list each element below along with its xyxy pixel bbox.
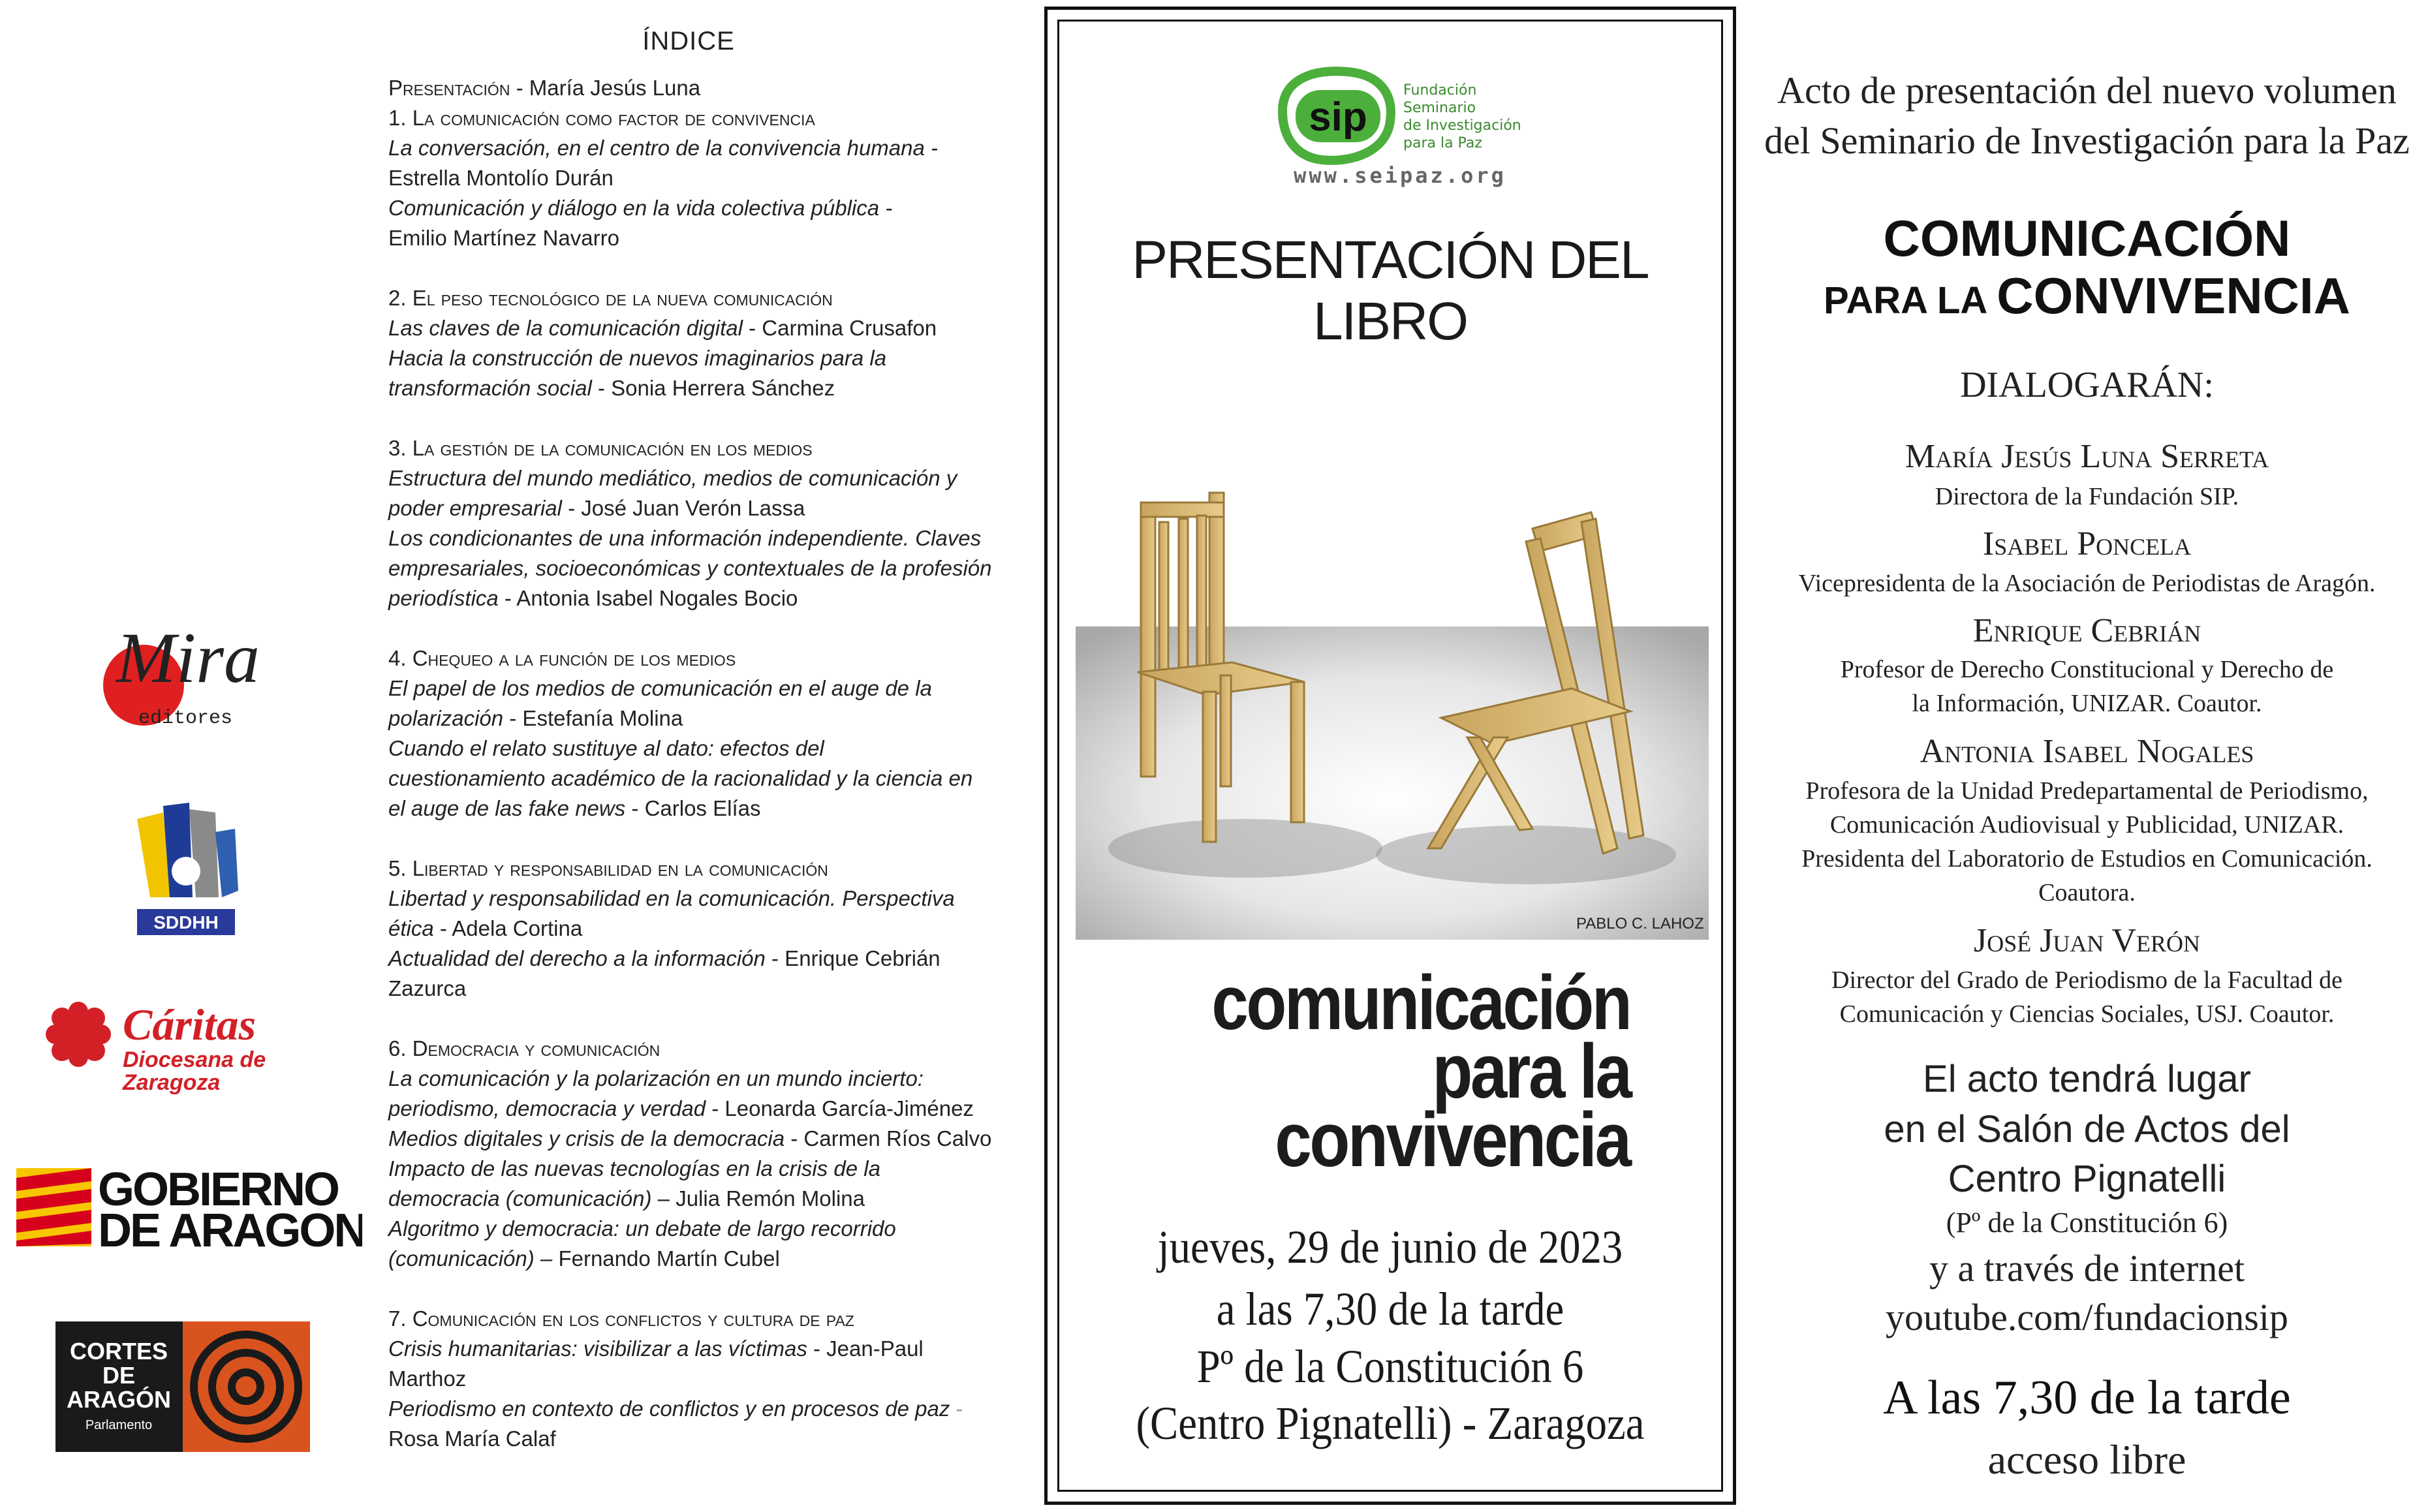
speaker-3-role-1: Profesor de Derecho Constitucional y Derecho de	[1840, 656, 2334, 683]
index-presentacion: Presentación - María Jesús Luna	[388, 76, 701, 100]
index-title: ÍNDICE	[642, 27, 735, 55]
book-title-line1: comunicación	[1211, 960, 1630, 1046]
speaker-1-name: María Jesús Luna Serreta	[1905, 438, 2269, 475]
speaker-4-name: Antonia Isabel Nogales	[1920, 733, 2254, 770]
caritas-logo	[39, 995, 333, 1100]
chapter-4-entry-2b: cuestionamiento académico de la racionalidad y la ciencia en	[388, 766, 973, 790]
speaker-4-role-2: Comunicación Audiovisual y Publicidad, UNIZAR.	[1829, 811, 2344, 839]
speaker-4-role-4: Coautora.	[2038, 879, 2136, 906]
chapter-1-entry-1: La conversación, en el centro de la convivencia humana -	[388, 136, 938, 160]
book-title-line2: para la	[1431, 1028, 1630, 1115]
mira-wordmark: Mira	[116, 618, 260, 698]
venue-line5: y a través de internet	[1929, 1247, 2245, 1289]
event-time: a las 7,30 de la tarde	[1216, 1283, 1564, 1335]
chapter-6-entry-4a: Algoritmo y democracia: un debate de largo recorrido	[388, 1216, 896, 1241]
dialogaran-heading: DIALOGARÁN:	[1960, 365, 2214, 405]
sddhh-label: SDDHH	[153, 912, 219, 933]
index-entries	[388, 73, 1015, 1454]
event-date: jueves, 29 de junio de 2023	[1157, 1221, 1623, 1273]
sip-mark: sip	[1309, 95, 1367, 140]
event-place: (Centro Pignatelli) - Zaragoza	[1136, 1397, 1645, 1449]
chapter-6-title: 6. Democracia y comunicación	[388, 1036, 661, 1060]
venue-line6: youtube.com/fundacionsip	[1886, 1296, 2288, 1338]
cortes-line1: CORTES	[69, 1338, 168, 1365]
book-title-line3: convivencia	[1275, 1097, 1630, 1183]
cortes-line3: ARAGÓN	[67, 1386, 171, 1413]
caritas-wordmark: Cáritas	[123, 1000, 257, 1049]
venue-line4: (Pº de la Constitución 6)	[1946, 1207, 2228, 1239]
chapter-6-entry-1b: periodismo, democracia y verdad - Leonarda García-Jiménez	[388, 1096, 974, 1120]
chapter-1-entry-2: Comunicación y diálogo en la vida colectiva pública -	[388, 196, 893, 220]
chapter-4-entry-1a: El papel de los medios de comunicación en el auge de la	[388, 676, 932, 700]
venue-line3: Centro Pignatelli	[1948, 1158, 2226, 1200]
chapter-7-entry-2-author: Rosa María Calaf	[388, 1427, 556, 1451]
right-title-line1: COMUNICACIÓN	[1883, 209, 2291, 267]
intro-line2: del Seminario de Investigación para la Paz	[1764, 119, 2410, 162]
intro-line1: Acto de presentación del nuevo volumen	[1777, 69, 2397, 112]
mira-editores-text: editores	[138, 707, 233, 730]
event-address: Pº de la Constitución 6	[1196, 1340, 1584, 1393]
sip-url: www.seipaz.org	[1294, 163, 1506, 188]
speaker-5-role-1: Director del Grado de Periodismo de la Facultad de	[1831, 966, 2342, 994]
sddhh-logo	[124, 793, 245, 940]
chapter-3-entry-1a: Estructura del mundo mediático, medios de comunicación y	[388, 466, 957, 490]
photo-credit: PABLO C. LAHOZ	[1576, 915, 1704, 933]
chapter-1-title: 1. La comunicación como factor de convivencia	[388, 106, 815, 130]
mira-editores-logo	[98, 613, 281, 737]
chapter-6-entry-3b: democracia (comunicación) – Julia Remón Molina	[388, 1186, 865, 1211]
speaker-4-role-1: Profesora de la Unidad Predepartamental de Periodismo,	[1805, 777, 2369, 805]
chairs-photo	[1076, 431, 1709, 940]
speaker-3-role-2: la Información, UNIZAR. Coautor.	[1912, 690, 2262, 717]
sip-line3: de Investigación	[1403, 117, 1521, 134]
chapter-4-entry-2c: el auge de las fake news - Carlos Elías	[388, 796, 761, 820]
cortes-line4: Parlamento	[85, 1418, 153, 1432]
chapter-2-entry-2b: transformación social - Sonia Herrera Sánchez	[388, 376, 835, 400]
speaker-3-name: Enrique Cebrián	[1972, 612, 2201, 649]
sip-line1: Fundación	[1403, 82, 1477, 99]
chapter-2-entry-1: Las claves de la comunicación digital - Carmina Crusafon	[388, 316, 937, 340]
chapter-1-entry-1-author: Estrella Montolío Durán	[388, 166, 614, 190]
right-title-small: PARA LA	[1823, 279, 1997, 322]
chapter-5-entry-2-author: Zazurca	[388, 976, 467, 1000]
cortes-line2: DE	[102, 1362, 136, 1389]
speaker-2-role: Vicepresidenta de la Asociación de Periodistas de Aragón.	[1798, 570, 2376, 597]
chapter-6-entry-3a: Impacto de las nuevas tecnologías en la crisis de la	[388, 1156, 880, 1180]
venue-line1: El acto tendrá lugar	[1923, 1058, 2251, 1100]
chapter-2-title: 2. El peso tecnológico de la nueva comunicación	[388, 286, 833, 310]
chapter-7-entry-2: Periodismo en contexto de conflictos y en procesos de paz -	[388, 1396, 963, 1421]
chapter-6-entry-2: Medios digitales y crisis de la democracia - Carmen Ríos Calvo	[388, 1126, 992, 1150]
right-title-line2	[1749, 266, 2425, 326]
gobierno-line2: DE ARAGON	[98, 1205, 362, 1250]
speaker-5-name: José Juan Verón	[1973, 922, 2201, 959]
chapter-5-entry-1a: Libertad y responsabilidad en la comunicación. Perspectiva	[388, 886, 955, 910]
presentation-title: PRESENTACIÓN DEL LIBRO	[1132, 230, 1649, 351]
chapter-5-entry-1b: ética - Adela Cortina	[388, 916, 583, 940]
chapter-4-entry-1b: polarización - Estefanía Molina	[388, 706, 683, 730]
caritas-sub2: Zaragoza	[123, 1070, 221, 1095]
chapter-1-entry-2-author: Emilio Martínez Navarro	[388, 226, 619, 250]
chapter-6-entry-4b: (comunicación) – Fernando Martín Cubel	[388, 1246, 780, 1271]
gobierno-aragon-logo	[16, 1165, 362, 1250]
access-free: acceso libre	[1987, 1436, 2186, 1483]
speaker-4-role-3: Presidenta del Laboratorio de Estudios en Comunicación.	[1801, 845, 2372, 872]
chapter-3-entry-2a: Los condicionantes de una información independiente. Claves	[388, 526, 982, 550]
speaker-1-role: Directora de la Fundación SIP.	[1935, 483, 2239, 510]
chapter-7-title: 7. Comunicación en los conflictos y cultura de paz	[388, 1306, 854, 1331]
chapter-5-title: 5. Libertad y responsabilidad en la comunicación	[388, 856, 828, 880]
gobierno-line1: GOBIERNO	[98, 1165, 339, 1216]
chapter-7-entry-1: Crisis humanitarias: visibilizar a las víctimas - Jean-Paul	[388, 1336, 924, 1361]
sip-logo	[1269, 65, 1531, 193]
venue-line2: en el Salón de Actos del	[1884, 1108, 2290, 1150]
cortes-aragon-logo	[55, 1321, 310, 1452]
chapter-2-entry-2a: Hacia la construcción de nuevos imaginarios para la	[388, 346, 887, 370]
sip-line2: Seminario	[1403, 100, 1476, 116]
right-time: A las 7,30 de la tarde	[1883, 1371, 2291, 1425]
chapter-3-entry-2c: periodística - Antonia Isabel Nogales Bocio	[388, 586, 798, 610]
chapter-5-entry-2: Actualidad del derecho a la información - Enrique Cebrián	[388, 946, 941, 970]
speaker-5-role-2: Comunicación y Ciencias Sociales, USJ. Coautor.	[1839, 1000, 2335, 1028]
chapter-3-title: 3. La gestión de la comunicación en los medios	[388, 436, 813, 460]
chapter-6-entry-1a: La comunicación y la polarización en un mundo incierto:	[388, 1066, 924, 1090]
sip-line4: para la Paz	[1403, 135, 1482, 151]
caritas-sub1: Diocesana de	[123, 1047, 266, 1072]
chapter-4-title: 4. Chequeo a la función de los medios	[388, 646, 736, 670]
chapter-4-entry-2a: Cuando el relato sustituye al dato: efectos del	[388, 736, 824, 760]
speaker-2-name: Isabel Poncela	[1982, 525, 2192, 563]
chapter-7-entry-1-author: Marthoz	[388, 1366, 467, 1391]
chapter-3-entry-2b: empresariales, socioeconómicas y contextuales de la profesión	[388, 556, 992, 580]
chapter-3-entry-1b: poder empresarial - José Juan Verón Lassa	[388, 496, 805, 520]
right-title-big: CONVIVENCIA	[1997, 267, 2350, 324]
